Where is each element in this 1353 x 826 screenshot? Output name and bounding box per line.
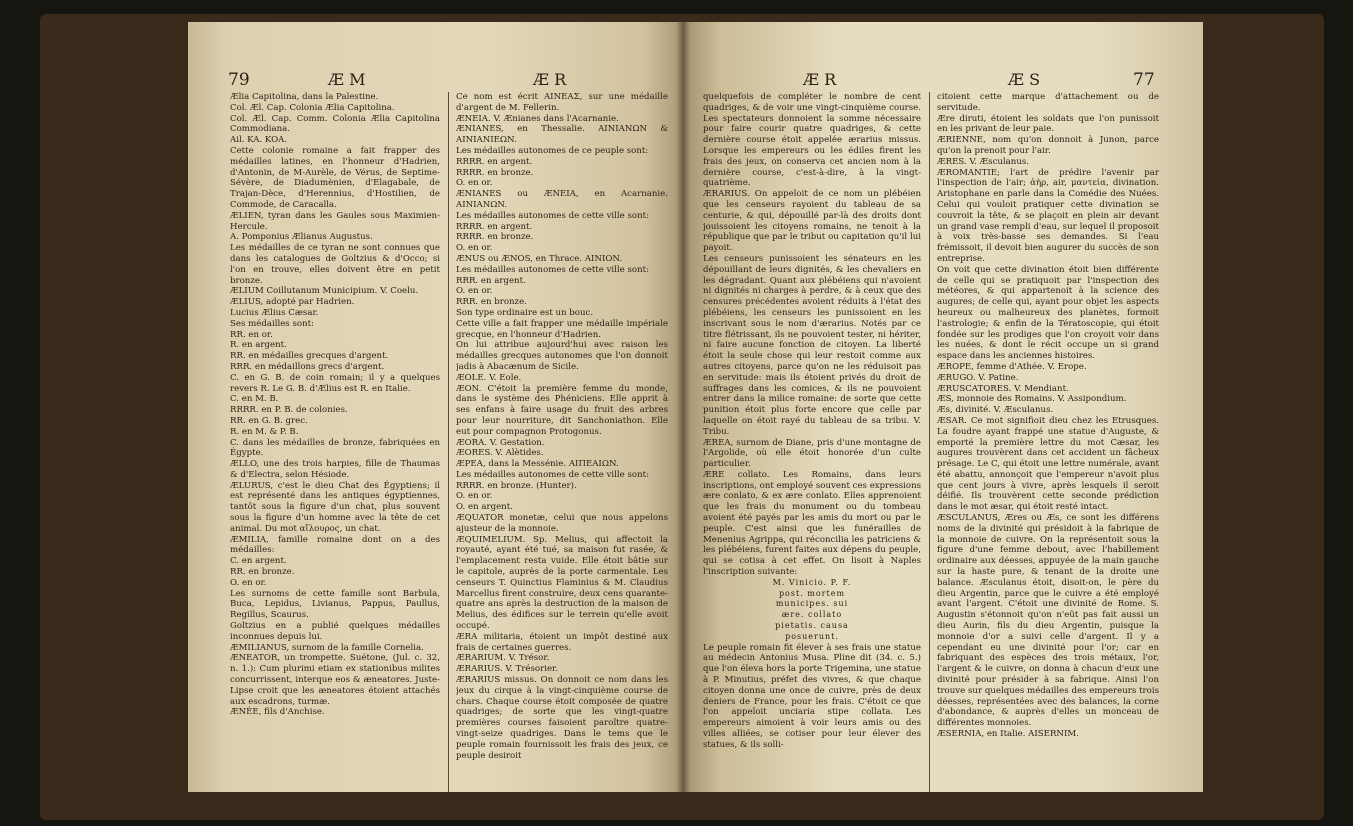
text-paragraph: ÆRE collato. Les Romains, dans leurs inscriptions, ont employé souvent ces expressions ære conlato, & ex ære conlato. Elles apprenoient que les frais du monument ou du tombeau avoient été payés par les amis du mort ou par le peuple. C'est ainsi que les funérailles de Menenius Agrippa, qui réconcilia les patriciens & les plébéiens, furent faites aux dépens du peuple, qui se cotisa à cet effet. On lisoit à Naples l'inscription suivante: xyxy=(703,469,921,578)
text-paragraph: ÆMILIA, famille romaine dont on a des médailles: xyxy=(230,534,440,556)
text-paragraph: Æs, divinité. V. Æsculanus. xyxy=(937,405,1054,416)
text-paragraph: Goltzius en a publié quelques médailles inconnues depuis lui. xyxy=(230,621,440,642)
text-paragraph: citoient cette marque d'attachement ou de servitude. xyxy=(937,92,1159,113)
text-paragraph: RR. en G. B. grec. xyxy=(230,415,308,426)
text-paragraph: RR. en or. xyxy=(230,329,273,340)
text-paragraph: Col. Æl. Cap. Colonia Ælia Capitolina. xyxy=(230,102,395,113)
text-paragraph: Col. Æl. Cap. Comm. Colonia Ælia Capitolina Commodiana. xyxy=(230,113,440,135)
text-paragraph: ÆOLE. V. Eole. xyxy=(456,372,522,383)
text-paragraph: RRRR. en bronze. (Hunter). xyxy=(456,480,577,491)
text-paragraph: quelquefois de compléter le nombre de cent quadriges, & de voir une vingt-cinquième course. Les spectateurs donnoient la somme nécessaire pour faire courir quatre quadriges, & cette dernière course étoit appelée ærarius missus. Lorsque les empereurs ou les édiles firent les frais des jeux, on conserva cet ancien nom à la dernière course, c'est-à-dire, à la vingt-quatrième. xyxy=(703,92,921,189)
text-paragraph: ÆORES. V. Alètides. xyxy=(456,448,544,459)
text-paragraph: Les médailles autonomes de ce peuple sont: xyxy=(456,145,649,156)
text-paragraph: Ce nom est écrit AINEAΣ, sur une médaille d'argent de M. Fellerin. xyxy=(456,92,668,113)
text-paragraph: Ses médailles sont: xyxy=(230,318,314,329)
text-paragraph: RR. en médailles grecques d'argent. xyxy=(230,351,389,362)
text-paragraph: R. en argent. xyxy=(230,340,287,351)
right-page-number: 77 xyxy=(1133,70,1155,90)
column-divider xyxy=(448,92,449,792)
text-paragraph: M. Vinicio. P. F. xyxy=(772,577,852,587)
text-paragraph: ÆLIUM Coillutanum Municipium. V. Coelu. xyxy=(230,286,419,297)
text-paragraph: Lucius Ælius Cæsar. xyxy=(230,307,319,318)
text-paragraph: ÆLURUS, c'est le dieu Chat des Égyptiens; il est représenté dans les antiques égyptiennes, tantôt sous la figure d'un chat, plus souvent sous la figure d'un homme avec la tête de cet animal. Du mot αἴλουρος, un chat. xyxy=(230,480,440,534)
text-paragraph: ÆNIANES ou ÆNEIA, en Acarnanie. AINIANΩN. xyxy=(456,189,668,210)
text-paragraph: ÆNÉE, fils d'Anchise. xyxy=(230,707,325,718)
text-paragraph: On voit que cette divination étoit bien différente de celle qui se pratiquoit par l'inspection des météores, & qui appartenoit à la science des augures; de celle qui, ayant pour objet les aspects heureux ou malheureux des planètes, formoit l'astrologie; & enfin de la Tératoscopie, qui étoit fondée sur les prodiges que l'on croyoit voir dans les nuées, & dont le récit occupe un si grand espace dans les anciennes histoires. xyxy=(937,264,1159,362)
text-paragraph: Cette colonie romaine a fait frapper des médailles latines, en l'honneur d'Hadrien, d'Antonin, de M-Aurèle, de Vérus, de Septime-Sévère, de Diadumènien, d'Elagabale, de Trajan-Dèce, d'Herennius, d'Hostilien, de Commode, de Caracalla. xyxy=(230,145,440,210)
text-paragraph: ÆS, monnoie des Romains. V. Assipondium. xyxy=(937,394,1127,405)
text-paragraph: C. en M. B. xyxy=(230,394,279,405)
text-paragraph: ÆRARIUM. V. Trésor. xyxy=(456,653,550,664)
text-paragraph: municipes. sui xyxy=(775,599,849,609)
text-paragraph: R. en M. & P. B. xyxy=(230,426,299,437)
book-gutter xyxy=(676,22,690,792)
text-paragraph: ÆRARIUS missus. On donnoit ce nom dans les jeux du cirque à la vingt-cinquième course de chars. Chaque course étoit composée de quatre quadriges; de sorte que les vingt-quatre premières courses faisoient paroître quatre-vingt-seize quadriges. Dans le tems que le peuple romain fournissoit les frais des jeux, ce peuple desiroit xyxy=(456,675,668,761)
text-paragraph: ÆRIENNE, nom qu'on donnoit à Junon, parce qu'on la prenoit pour l'air. xyxy=(937,135,1159,156)
text-paragraph: ÆQUIMELIUM. Sp. Melius, qui affectoit la royauté, ayant été tué, sa maison fut rasée, & l'emplacement resta vuide. Elle étoit bâtie sur le capitole, auprès de la porte carmentale. Les censeurs T. Quinctius Flaminius & M. Claudius Marcellus firent construire, deux cens quarante-quatre ans après la destruction de la maison de Melius, des édifices sur le terrein qu'elle avoit occupé. xyxy=(456,534,668,632)
text-paragraph: Les surnoms de cette famille sont Barbula, Buca, Lepidus, Livianus, Pappus, Paullus, Regillus, Scaurus. xyxy=(230,588,440,621)
text-paragraph: ÆRUGO. V. Patine. xyxy=(937,372,1019,383)
text-paragraph: RRRR. en argent. xyxy=(456,156,533,167)
text-paragraph: ÆREA, surnom de Diane, pris d'une montagne de l'Argolide, où elle étoit honorée d'un culte particulier. xyxy=(703,437,921,470)
text-paragraph: Ælia Capitolina, dans la Palestine. xyxy=(230,92,379,102)
text-paragraph: RR. en bronze. xyxy=(230,567,295,578)
text-paragraph: Les médailles autonomes de cette ville sont: xyxy=(456,469,649,480)
left-page-number: 79 xyxy=(228,70,250,90)
text-paragraph: RRR. en médaillons grecs d'argent. xyxy=(230,361,385,372)
text-paragraph: O. en or. xyxy=(456,243,493,254)
text-paragraph: ÆSAR. Ce mot signifioit dieu chez les Etrusques. La foudre ayant frappé une statue d'Auguste, & emporté la première lettre du mot Cæsar, les augures trouvèrent dans cet accident un fâcheux présage. Le C, qui étoit une lettre numérale, avant été abattu, annonçoit que l'empereur n'avoit plus que cent jours à vivre, après lesquels il seroit déifié. Ils trouvèrent cette seconde prédiction dans le mot æsar, qui étoit resté intact. xyxy=(937,415,1159,513)
right-running-head-1: Æ R xyxy=(803,70,837,89)
text-paragraph: O. en or. xyxy=(456,286,493,297)
text-paragraph: Le peuple romain fit élever à ses frais une statue au médecin Antonius Musa. Pline dit (34. c. 5.) que l'on éleva hors la porte Trigemina, une statue à P. Minutius, préfet des vivres, & que chaque citoyen donna une once de cuivre, près de deux deniers de France, pour les frais. C'étoit ce que l'on appeloit unciaria stipe collata. Les empereurs aimoient à voir leurs amis ou des villes alliées, se cotiser pour leur élever des statues, & ils solli- xyxy=(703,642,921,750)
left-column-2 xyxy=(456,92,668,782)
text-paragraph: O. en or. xyxy=(230,577,267,588)
column-divider xyxy=(929,92,930,792)
text-paragraph: Les médailles autonomes de cette ville sont: xyxy=(456,264,649,275)
text-paragraph: posuerunt. xyxy=(785,631,839,641)
text-paragraph: ÆNEIA. V. Ænianes dans l'Acarnanie. xyxy=(456,113,619,124)
text-paragraph: Les médailles de ce tyran ne sont connues que dans les catalogues de Goltzius & d'Occo; si l'on en trouve, elles doivent être en petit bronze. xyxy=(230,243,440,286)
text-paragraph: RRRR. en argent. xyxy=(456,221,533,232)
text-paragraph: ÆRUSCATORES. V. Mendiant. xyxy=(937,383,1069,394)
text-paragraph: ÆNEATOR, un trompette. Suétone, (Jul. c. 32, n. 1.): Cum plurimi etiam ex stationibus milites concurrissent, interque eos & æneatores. Juste-Lipse croit que les æneatores étoient attachés aux escadrons, turmæ. xyxy=(230,653,440,707)
text-paragraph: ÆMILIANUS, surnom de la famille Cornelia. xyxy=(230,642,424,653)
text-paragraph: O. en argent. xyxy=(456,502,513,513)
right-column-1 xyxy=(703,92,921,782)
text-paragraph: ÆQUATOR monetæ, celui que nous appelons ajusteur de la monnoie. xyxy=(456,513,668,534)
left-column-1 xyxy=(230,92,440,782)
text-paragraph: RRR. en argent. xyxy=(456,275,526,286)
text-paragraph: C. en G. B. de coin romain; il y a quelques revers R. Le G. B. d'Ælius est R. en Italie. xyxy=(230,372,440,394)
text-paragraph: A. Pomponius Ælianus Augustus. xyxy=(230,232,373,243)
text-paragraph: ÆROMANTIE; l'art de prédire l'avenir par l'inspection de l'air; ἀὴρ, air, μαντεία, divination. Aristophane en parle dans la Comédie des Nuées. Celui qui vouloit pratiquer cette divination se couvroit la tête, & se plaçoit en plein air devant un grand vase rempli d'eau, sur lequel il proposoit à voix très-basse ses demandes. Si l'eau frémissoit, il devoit bien augurer du succès de son entreprise. xyxy=(937,167,1159,264)
text-paragraph: C. en argent. xyxy=(230,556,287,567)
text-paragraph: ÆRES. V. Æsculanus. xyxy=(937,156,1029,167)
text-paragraph: Ære diruti, étoient les soldats que l'on punissoit en les privant de leur paie. xyxy=(937,113,1159,135)
text-paragraph: ÆRARIUS. On appeloit de ce nom un plébéien que les censeurs rayoient du tableau de sa centurie, & qui, dépouillé par-là des droits dont jouissoient les citoyens romains, ne tenoit à la république que par le tribut ou capitation qu'il lui payoit. xyxy=(703,189,921,254)
text-paragraph: ÆLIUS, adopté par Hadrien. xyxy=(230,297,355,308)
text-paragraph: pietatis. causa xyxy=(775,621,849,631)
text-paragraph: RRRR. en bronze. xyxy=(456,232,534,243)
text-paragraph: Son type ordinaire est un bouc. xyxy=(456,307,594,318)
text-paragraph: O. en or. xyxy=(456,178,493,189)
text-paragraph: ære. collato xyxy=(781,610,843,620)
text-paragraph: Ail. KA. KOA. xyxy=(230,135,288,146)
text-paragraph: On lui attribue aujourd'hui avec raison les médailles grecques autonomes que l'on donnoit jadis à Abacænum de Sicile. xyxy=(456,340,668,372)
text-paragraph: ÆLLO, une des trois harpies, fille de Thaumas & d'Electra, selon Hésiode. xyxy=(230,459,440,480)
left-running-head-2: Æ R xyxy=(533,70,567,89)
text-paragraph: O. en or. xyxy=(456,491,493,502)
text-paragraph: Cette ville a fait frapper une médaille impériale grecque, en l'honneur d'Hadrien. xyxy=(456,318,668,340)
text-paragraph: ÆON. C'étoit la première femme du monde, dans le système des Phéniciens. Elle apprit à ses enfans à faire usage du fruit des arbres pour leur nourriture, dit Sanchoniathon. Elle eut pour compagnon Protogonus. xyxy=(456,383,668,437)
right-running-head-2: Æ S xyxy=(1008,70,1041,89)
text-paragraph: ÆLIEN, tyran dans les Gaules sous Maximien-Hercule. xyxy=(230,210,440,232)
text-paragraph: ÆRARIUS. V. Trésorier. xyxy=(456,664,558,675)
text-paragraph: RRRR. en P. B. de colonies. xyxy=(230,405,348,416)
text-paragraph: ÆSERNIA, en Italie. AISERNIM. xyxy=(937,729,1079,740)
left-page xyxy=(188,22,683,792)
text-paragraph: ÆNIANES, en Thessalie. AINIANΩN & AINIANIEΩN. xyxy=(456,124,668,146)
text-paragraph: ÆORA. V. Gestation. xyxy=(456,437,545,448)
text-paragraph: Les censeurs punissoient les sénateurs en les dépouillant de leurs dignités, & les chevaliers en les dégradant. Quant aux plébéiens qui n'avoient ni dignités ni charges à perdre, & à ceux que des censures précédentes avoient réduits à l'état des plébéiens, les censeurs les punissoient en les inscrivant sous le nom d'ærarius. Notés par ce titre flétrissant, ils ne pouvoient tester, ni hériter, ni faire aucune fonction de citoyen. La liberté étoit la seule chose qui leur restoit comme aux autres citoyens, parce qu'on ne les réduisoit pas en servitude: mais ils étoient privés du droit de suffrages dans les comices, & ils ne pouvoient entrer dans la milice romaine: de sorte que cette punition étoit plus forte encore que celle par laquelle on étoit rayé du tableau de sa tribu. V. Tribu. xyxy=(703,253,921,437)
right-page xyxy=(683,22,1203,792)
text-paragraph: ÆRA militaria, étoient un impôt destiné aux frais de certaines guerres. xyxy=(456,631,668,653)
text-paragraph: RRR. en bronze. xyxy=(456,297,527,308)
text-paragraph: RRRR. en bronze. xyxy=(456,167,534,178)
text-paragraph: ÆPEA, dans la Messénie. AIΠEAIΩN. xyxy=(456,459,619,470)
left-running-head-1: Æ M xyxy=(328,70,366,89)
text-paragraph: ÆNUS ou ÆNOS, en Thrace. AINION. xyxy=(456,253,623,264)
text-paragraph: C. dans les médailles de bronze, fabriquées en Égypte. xyxy=(230,437,440,459)
text-paragraph: ÆROPE, femme d'Athée. V. Erope. xyxy=(937,361,1087,372)
text-paragraph: Les médailles autonomes de cette ville sont: xyxy=(456,210,649,221)
text-paragraph: ÆSCULANUS, Æres ou Æs, ce sont les différens noms de la divinité qui présidoit à la fabrique de la monnoie de cuivre. On la représentoit sous la figure d'une femme debout, avec l'habillement ordinaire aux déesses, appuyée de la main gauche sur la haste pure, & tenant de la droite une balance. Æsculanus étoit, disoit-on, le père du dieu Argentin, parce que le cuivre a été employé avant l'argent. C'étoit une divinité de Rome. S. Augustin s'étonnoit qu'on n'eût pas fait aussi un dieu Aurin, fils du dieu Argentin, puisque la monnoie d'or a suivi celle d'argent. Il y a cependant eu une divinité pour l'or; car en fabriquant des espèces des trois métaux, l'or, l'argent & le cuivre, on donna à chacun d'eux une divinité pour présider à sa fabrique. Ainsi l'on trouve sur quelques médailles des empereurs trois déesses, représentées avec des balances, la corne d'abondance, & auprès d'elles un monceau de différentes monnoies. xyxy=(937,513,1159,729)
text-paragraph: post. mortem xyxy=(778,588,846,598)
right-column-2 xyxy=(937,92,1159,782)
